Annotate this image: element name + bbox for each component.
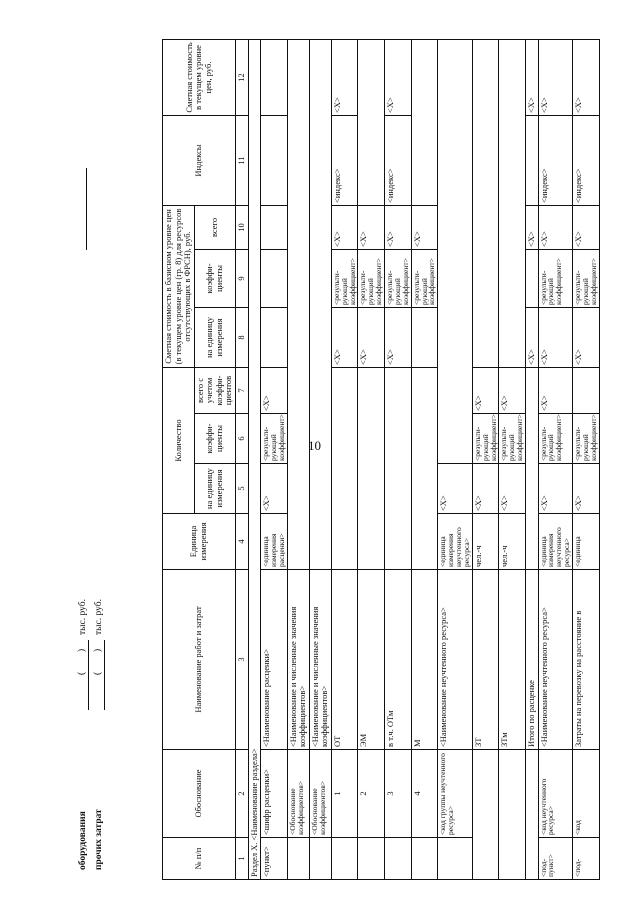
table-row	[573, 39, 600, 879]
empty-cell	[411, 367, 438, 569]
empty-cell	[411, 838, 438, 880]
empty-cell	[411, 307, 438, 367]
current-cost: <X>	[385, 39, 412, 115]
other-paren-close: )	[93, 648, 103, 652]
qty-per-unit: <X>	[573, 464, 600, 514]
subheader-cost-total: всего	[194, 205, 235, 249]
empty-cell	[261, 39, 288, 115]
cost-item: ЗТ	[472, 570, 499, 750]
cost-total: <X>	[385, 205, 412, 249]
cost-total: <X>	[538, 205, 573, 249]
qty-coef: <результи-рующий коэффициент>	[261, 414, 288, 464]
col-header-name: Наименование работ и затрат	[163, 570, 236, 750]
empty-cell	[331, 838, 358, 880]
cost-coef: <результи-рующий коэффициент>	[358, 249, 385, 307]
cost-item: М	[411, 570, 438, 750]
cost-total: <X>	[526, 205, 539, 249]
rate-code: <шифр расценки>	[261, 750, 288, 838]
empty-cell	[287, 39, 309, 569]
cost-total: <X>	[573, 205, 600, 249]
col-header-base-cost: Сметная стоимость в базисном уровне цен (в текущем уровне цен (гр. 8) для ресурсов отсутствующих в ФРСН), руб.	[163, 205, 195, 367]
cost-item: ЗТм	[499, 570, 526, 750]
empty-cell	[261, 249, 288, 307]
subheader-qty-total: всего с учетом коэффи-циентов	[194, 367, 235, 413]
page-number: 10	[308, 438, 321, 453]
index-cell: <индекс>	[385, 115, 412, 205]
unit-cell: <единица измерения расценки>	[261, 514, 288, 570]
rotated-page	[72, 40, 598, 880]
empty-cell	[526, 750, 539, 880]
qty-per-unit: <X>	[472, 464, 499, 514]
cost-item: ЭМ	[358, 570, 385, 750]
table-row	[331, 39, 358, 879]
qty-coef: <результи-рующий коэффициент>	[573, 414, 600, 464]
col-header-current-cost: Сметная стоимость в текущем уровне цен, руб.	[163, 39, 236, 115]
empty-cell	[499, 750, 526, 880]
table-row	[309, 39, 331, 879]
col-number: 3	[235, 570, 248, 750]
resource-code: <код	[573, 750, 600, 838]
rate-name: <Наименование расценки>	[261, 570, 288, 750]
unit-cell: <единица измерения неучтенного ресурса>	[438, 514, 473, 570]
table-row	[287, 39, 309, 879]
current-cost: <X>	[526, 39, 539, 115]
cost-coef: <результи-рующий коэффициент>	[573, 249, 600, 307]
col-number: 2	[235, 750, 248, 838]
empty-cell	[309, 39, 331, 569]
table-row	[499, 39, 526, 879]
col-number: 10	[235, 205, 248, 249]
empty-cell	[358, 39, 385, 205]
sub-item-number: <под-	[573, 838, 600, 880]
empty-cell	[438, 838, 473, 880]
index-cell: <индекс>	[331, 115, 358, 205]
col-number: 5	[235, 464, 248, 514]
col-header-basis: Обоснование	[163, 750, 236, 838]
empty-cell	[526, 249, 539, 307]
transport-cost-label: Затраты на перевозку на расстояние в	[573, 570, 600, 750]
coef-basis: <Обоснование коэффициентов>	[309, 750, 331, 838]
signature-line	[86, 168, 87, 250]
coef-name: <Наименование и численные значения коэффициентов>	[309, 570, 331, 750]
table-row	[438, 39, 473, 879]
qty-coef: <результи-рующий коэффициент>	[472, 414, 499, 464]
cost-coef: <результи-рующий коэффициент>	[538, 249, 573, 307]
qty-per-unit: <X>	[499, 464, 526, 514]
empty-cell	[331, 367, 358, 569]
cost-coef: <результи-рующий коэффициент>	[331, 249, 358, 307]
index-cell: <индекс>	[573, 115, 600, 205]
col-number: 12	[235, 39, 248, 115]
resource-code: <код неучтенного ресурса>	[538, 750, 573, 838]
row-index: 1	[331, 750, 358, 838]
empty-cell	[472, 750, 499, 880]
equipment-label: оборудования	[78, 811, 88, 870]
col-header-num: № п/п	[163, 838, 236, 880]
row-index: 4	[411, 750, 438, 838]
coef-basis: <Обоснование коэффициентов>	[287, 750, 309, 838]
col-number: 6	[235, 414, 248, 464]
empty-cell	[385, 838, 412, 880]
cost-coef: <результи-рующий коэффициент>	[411, 249, 438, 307]
unit-cell: <единица измерения неучтенного ресурса>	[538, 514, 573, 570]
table-row	[385, 39, 412, 879]
unit-cell: чел.-ч	[472, 514, 499, 570]
empty-cell	[309, 838, 331, 880]
empty-cell	[472, 39, 499, 367]
cost-total: <X>	[411, 205, 438, 249]
other-costs-unit: тыс. руб.	[94, 599, 104, 635]
cost-coef: <результи-рующий коэффициент>	[385, 249, 412, 307]
cost-per-unit: <X>	[385, 307, 412, 367]
cost-item: ОТ	[331, 570, 358, 750]
other-paren-open: (	[93, 671, 103, 675]
resource-name: <Наименование неучтенного ресурса>	[438, 570, 473, 750]
coef-name: <Наименование и численные значения коэффициентов>	[287, 570, 309, 750]
col-number: 4	[235, 514, 248, 570]
col-header-quantity: Количество	[163, 367, 195, 513]
empty-cell	[261, 115, 288, 205]
current-cost: <X>	[573, 39, 600, 115]
row-index: 2	[358, 750, 385, 838]
index-cell: <индекс>	[538, 115, 573, 205]
other-costs-amount-line	[104, 640, 105, 710]
sub-item-number: <под-пункт>	[538, 838, 573, 880]
empty-cell	[438, 39, 473, 463]
subheader-qty-per-unit: на единицу измерения	[194, 464, 235, 514]
empty-cell	[573, 367, 600, 413]
table-row	[472, 39, 499, 879]
cost-total: <X>	[358, 205, 385, 249]
section-title: Раздел X. <Наименование раздела>	[248, 39, 261, 879]
table-row	[358, 39, 385, 879]
cost-total: <X>	[331, 205, 358, 249]
resource-name: <Наименование неучтенного ресурса>	[538, 570, 573, 750]
empty-cell	[411, 39, 438, 205]
empty-cell	[287, 838, 309, 880]
qty-coef: <результи-рующий коэффициент>	[538, 414, 573, 464]
subheader-cost-per-unit: на единицу измерения	[194, 307, 235, 367]
qty-total: <X>	[538, 367, 573, 413]
col-number: 8	[235, 307, 248, 367]
col-number: 9	[235, 249, 248, 307]
cost-per-unit: <X>	[538, 307, 573, 367]
empty-cell	[526, 367, 539, 569]
empty-cell	[499, 39, 526, 367]
table-row	[526, 39, 539, 879]
cost-item: в т.ч. ОТм	[385, 570, 412, 750]
equipment-paren-open: (	[77, 671, 87, 675]
empty-cell	[358, 367, 385, 569]
other-costs-label: прочих затрат	[94, 809, 104, 870]
subheader-qty-coef: коэффи-циенты	[194, 414, 235, 464]
col-number: 11	[235, 115, 248, 205]
table-row	[261, 39, 288, 879]
qty-per-unit: <X>	[438, 464, 473, 514]
equipment-paren-close: )	[77, 648, 87, 652]
qty-per-unit: <X>	[538, 464, 573, 514]
qty-per-unit: <X>	[261, 464, 288, 514]
current-cost: <X>	[331, 39, 358, 115]
current-cost: <X>	[538, 39, 573, 115]
cost-per-unit: <X>	[358, 307, 385, 367]
qty-total: <X>	[499, 367, 526, 413]
unit-cell: <единица	[573, 514, 600, 570]
empty-cell	[385, 367, 412, 569]
col-number: 1	[235, 838, 248, 880]
total-label: Итого по расценке	[526, 570, 539, 750]
col-header-unit: Единица измерения	[163, 514, 236, 570]
equipment-amount-line	[88, 640, 89, 710]
equipment-unit: тыс. руб.	[78, 599, 88, 635]
row-index: 3	[385, 750, 412, 838]
item-number: <пункт>	[261, 838, 288, 880]
empty-cell	[261, 307, 288, 367]
subheader-cost-coef: коэффи-циенты	[194, 249, 235, 307]
cost-per-unit: <X>	[526, 307, 539, 367]
col-header-indices: Индексы	[163, 115, 236, 205]
cost-per-unit: <X>	[573, 307, 600, 367]
unit-cell: чел.-ч	[499, 514, 526, 570]
table-row	[411, 39, 438, 879]
qty-total: <X>	[472, 367, 499, 413]
qty-coef: <результи-рующий коэффициент>	[499, 414, 526, 464]
estimate-table	[162, 39, 600, 880]
empty-cell	[261, 205, 288, 249]
resource-group-code: <код группы неучтенного ресурса>	[438, 750, 473, 838]
table-row	[538, 39, 573, 879]
empty-cell	[526, 115, 539, 205]
col-number: 7	[235, 367, 248, 413]
qty-total: <X>	[261, 367, 288, 413]
cost-per-unit: <X>	[331, 307, 358, 367]
empty-cell	[358, 838, 385, 880]
